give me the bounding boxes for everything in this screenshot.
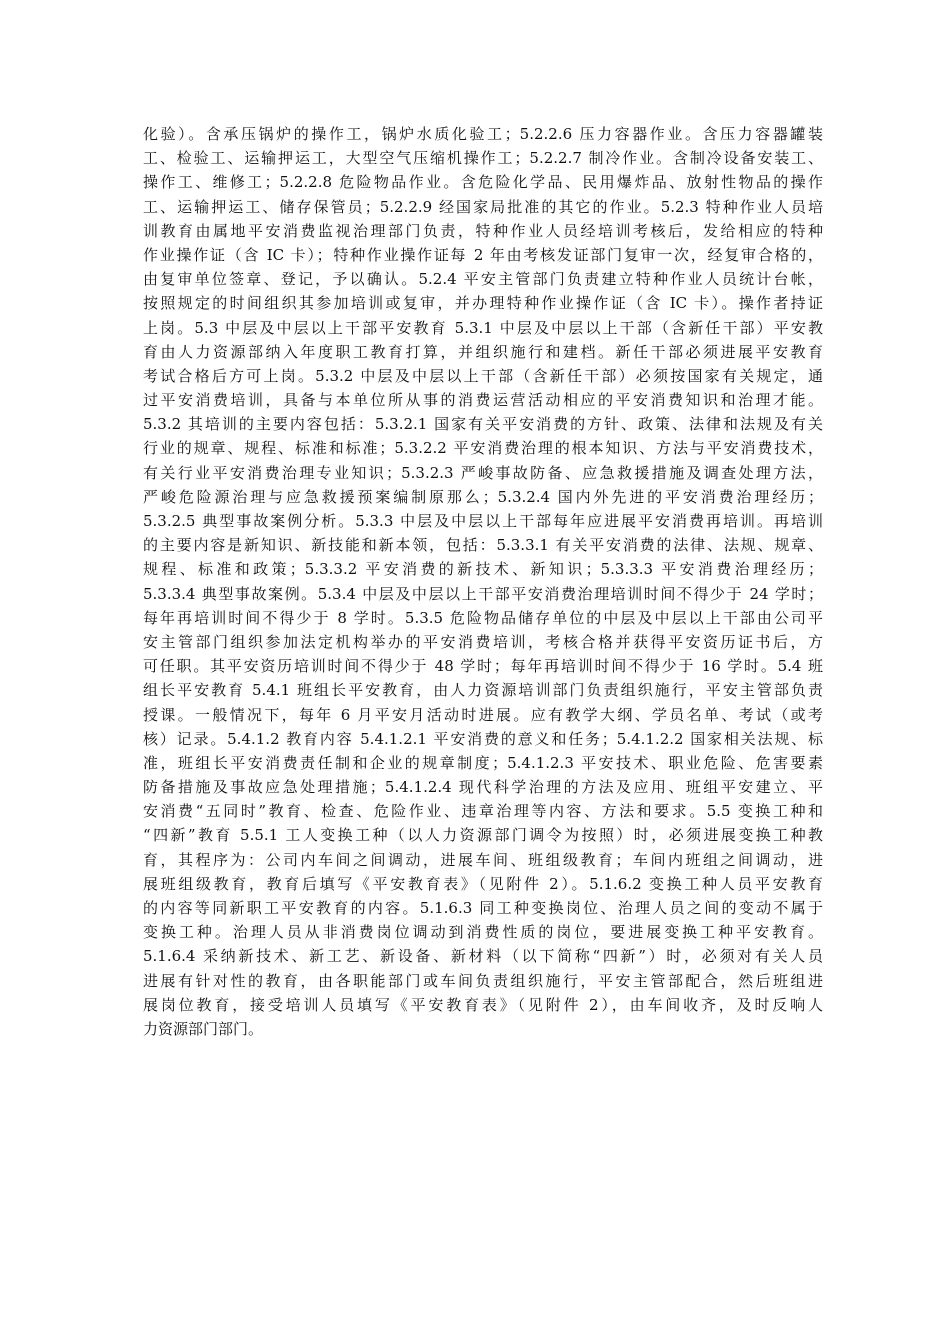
text-line: 作业操作证（含 IC 卡）；特种作业操作证每 2 年由考核发证部门复审一次，经复审合格的， <box>143 245 823 264</box>
text-line: “四新”教育 5.5.1 工人变换工种（以人力资源部门调令为按照）时，必须进展变换工种教 <box>143 826 823 845</box>
text-line: 核）记录。5.4.1.2 教育内容 5.4.1.2.1 平安消费的意义和任务；5.4.1.2.2 国家相关法规、标 <box>143 729 823 748</box>
text-line: 可任职。其平安资历培训时间不得少于 48 学时；每年再培训时间不得少于 16 学时。5.4 班 <box>143 657 823 676</box>
text-line: 安主管部门组织参加法定机构举办的平安消费培训，考核合格并获得平安资历证书后，方 <box>143 632 823 651</box>
text-line: 每年再培训时间不得少于 8 学时。5.3.5 危险物品储存单位的中层及中层以上干部由公司平 <box>143 608 823 627</box>
text-line: 的内容等同新职工平安教育的内容。5.1.6.3 同工种变换岗位、治理人员之间的变动不属于 <box>143 899 823 917</box>
text-line: 工、运输押运工、储存保管员；5.2.2.9 经国家局批准的其它的作业。5.2.3 特种作业人员培 <box>143 197 823 216</box>
text-line: 展岗位教育，接受培训人员填写《平安教育表》（见附件 2），由车间收齐，及时反响人 <box>143 995 823 1014</box>
text-line: 展班组级教育，教育后填写《平安教育表》（见附件 2）。5.1.6.2 变换工种人员平安教育 <box>143 874 823 893</box>
text-line: 化验）。含承压锅炉的操作工，锅炉水质化验工；5.2.2.6 压力容器作业。含压力容器罐装 <box>143 125 823 143</box>
text-line: 考试合格后方可上岗。5.3.2 中层及中层以上干部（含新任干部）必须按国家有关规定，通 <box>143 366 823 385</box>
text-line: 过平安消费培训，具备与本单位所从事的消费运营活动相应的平安消费知识和治理才能。 <box>143 391 823 410</box>
text-line: 防备措施及事故应急处理措施；5.4.1.2.4 现代科学治理的方法及应用、班组平安建立、平 <box>143 778 823 797</box>
text-line: 5.3.2.5 典型事故案例分析。5.3.3 中层及中层以上干部每年应进展平安消费再培训。再培训 <box>143 512 823 530</box>
text-line: 准，班组长平安消费责任制和企业的规章制度；5.4.1.2.3 平安技术、职业危险、危害要素 <box>143 753 823 772</box>
text-line: 上岗。5.3 中层及中层以上干部平安教育 5.3.1 中层及中层以上干部（含新任干部）平安教 <box>143 318 823 337</box>
text-line: 5.3.3.4 典型事故案例。5.3.4 中层及中层以上干部平安消费治理培训时间不得少于 24 学时； <box>143 584 823 603</box>
text-line: 力资源部门部门。 <box>143 1019 264 1038</box>
text-line: 按照规定的时间组织其参加培训或复审，并办理特种作业操作证（含 IC 卡）。操作者持证 <box>143 294 823 313</box>
text-line: 变换工种。治理人员从非消费岗位调动到消费性质的岗位，要进展变换工种平安教育。 <box>143 923 823 942</box>
text-line: 育由人力资源部纳入年度职工教育打算，并组织施行和建档。新任干部必须进展平安教育 <box>143 342 823 361</box>
text-line: 进展有针对性的教育，由各职能部门或车间负责组织施行，平安主管部配合，然后班组进 <box>143 971 823 990</box>
body-text <box>143 122 823 1041</box>
text-line: 育，其程序为：公司内车间之间调动，进展车间、班组级教育；车间内班组之间调动，进 <box>143 850 823 869</box>
text-line: 操作工、维修工；5.2.2.8 危险物品作业。含危险化学品、民用爆炸品、放射性物品的操作 <box>143 173 823 192</box>
text-line: 训教育由属地平安消费监视治理部门负责，特种作业人员经培训考核后，发给相应的特种 <box>143 221 823 240</box>
text-line: 安消费“五同时”教育、检查、危险作业、违章治理等内容、方法和要求。5.5 变换工种和 <box>143 802 823 821</box>
text-line: 规程、标准和政策；5.3.3.2 平安消费的新技术、新知识；5.3.3.3 平安消费治理经历； <box>143 560 823 579</box>
text-line: 行业的规章、规程、标准和标准；5.3.2.2 平安消费治理的根本知识、方法与平安消费技术， <box>143 439 823 458</box>
text-line: 5.1.6.4 采纳新技术、新工艺、新设备、新材料（以下简称“四新”）时，必须对有关人员 <box>143 947 823 966</box>
text-line: 严峻危险源治理与应急救援预案编制原那么；5.3.2.4 国内外先进的平安消费治理经历； <box>143 487 823 506</box>
text-line: 组长平安教育 5.4.1 班组长平安教育，由人力资源培训部门负责组织施行，平安主管部负责 <box>143 681 823 700</box>
text-line: 工、检验工、运输押运工，大型空气压缩机操作工；5.2.2.7 制冷作业。含制冷设备安装工、 <box>143 149 824 168</box>
text-line: 由复审单位签章、登记，予以确认。5.2.4 平安主管部门负责建立特种作业人员统计台帐， <box>143 270 823 289</box>
text-line: 有关行业平安消费治理专业知识；5.3.2.3 严峻事故防备、应急救援措施及调查处理方法， <box>143 463 823 482</box>
text-line: 的主要内容是新知识、新技能和新本领，包括：5.3.3.1 有关平安消费的法律、法规、规章、 <box>143 536 823 555</box>
text-line: 5.3.2 其培训的主要内容包括：5.3.2.1 国家有关平安消费的方针、政策、法律和法规及有关 <box>143 415 823 434</box>
text-line: 授课。一般情况下，每年 6 月平安月活动时进展。应有教学大纲、学员名单、考试（或考 <box>143 705 823 724</box>
